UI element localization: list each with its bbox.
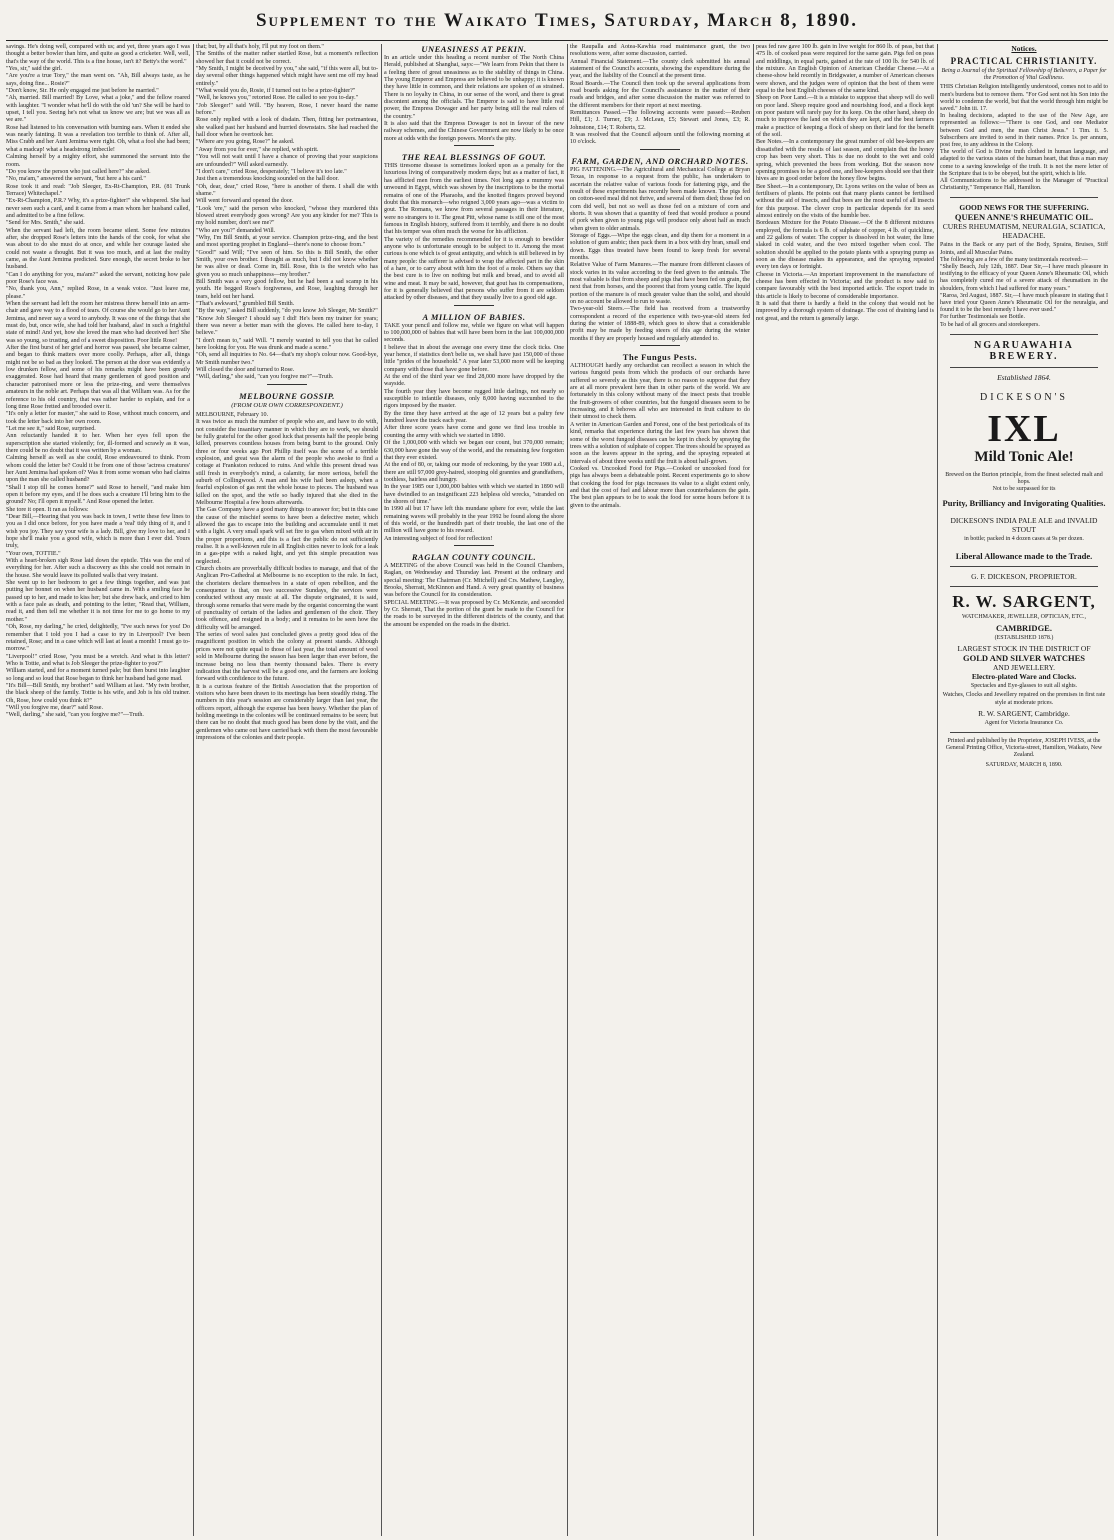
- section-rule: [640, 345, 680, 346]
- article-paragraph: Sheep on Poor Land.—It is a mistake to suppose that sheep will do well on poor land. Sheep require good and nourishing food, and a flock kept on poor pasture will rarely pay for its keep. On the other hand, sheep do much to improve the land on which they are kept, and the best farmers make a practice of keeping a flock of sheep on their land for the benefit of the soil.: [756, 95, 936, 139]
- article-paragraph: In an article under this heading a recent number of The North China Herald, published at Shanghai, says:—"We learn from Pekin that there is a feeling there of great uneasiness as to the stability of things in China. The young Emperor and Empress are believed to be unhappy; it is known they have little in common, and their relations are spoken of as strained. There is no loyalty in China, in our sense of the word, and there is great discontent among the officials. The Emperor is said to have little real power, the Empress Dowager and her party being still the real rulers of the country.": [384, 55, 566, 120]
- article-paragraph: It is said that there is hardly a field in the colony that would not be improved by a thorough system of drainage. The cost of draining land is not great, and the return is generally large.: [756, 301, 936, 322]
- column-5: [756, 44, 934, 1536]
- ad-divider: [950, 566, 1098, 567]
- article-paragraph: It is a curious feature of the British Association that the proportion of visitors who have been drawn to its meetings has been steadily rising. The numbers in this year's session are considerably larger than last year, the officers report, although the expense has been heavy. Whether the plan of holding meetings in the colonies will be continued remains to be seen; but there can be no doubt that much good has been done by the visit, and the gentlemen who came out have carried back with them the most favourable impressions of the colonies and their people.: [196, 683, 380, 741]
- ad-claim: GOLD AND SILVER WATCHES: [963, 653, 1085, 664]
- article-paragraph: Cooked vs. Uncooked Food for Pigs.—Cooked or uncooked food for pigs has always been a debateable point. Recent experiments go to show that cooking the food for pigs increases its value to a slight extent only, and that the cost of fuel and labour more than counterbalances the gain. The best plan appears to be to soak the food for some hours before it is given to the animals.: [570, 465, 752, 509]
- article-paragraph: In the year 1985 our 1,000,000 babies with which we started in 1890 will have dwindled to an insignificant 223 helpless old wrecks, "stranded on the shores of time." In 1990 all but 17 have left this mundane sphere for ever, while the last remaining waves will probably in the year 1992 be found along the shore of this world, or the hundredth part of their trouble, the last one of the million will have gone to his reward. An interesting subject of food for reflection!: [384, 484, 564, 542]
- ad-divider: [950, 732, 1098, 733]
- article-paragraph: The Gas Company have a good many things to answer for; but in this case the cause of the mischief seems to have been a defective meter, which allowed the gas to escape into the building and accumulate until it met with a light. A very small spark will set fire to gas when mixed with air in the proper proportions, and this is a fact the public do not sufficiently realise. It is a well-known rule in all English cities never to look for a leak in a gas-pipe with a naked light, and yet this simple precaution was neglected.: [196, 507, 380, 565]
- story-paragraph: Rose had listened to his conversation with burning ears. When it ended she was nearly fainting. It was a revelation too terrible to think of. After all, Miss Crabb and her Aunt Jemima were right. Oh, what a fool she had been; what a madcap! what a headstrong imbecile! Calming herself by a mighty effort, she summoned the servant into the room. "Do you know the person who just called here?" she asked. "No, ma'am," answered the servant, "but here a his card." Rose took it and read: "Job Sleeger, Ex-Rt-Champion, P.R. (81 Trunk Terrace) Whitechapel.": [6, 124, 190, 197]
- ad-body: THIS Christian Religion intelligently understood, comes not to add to men's burdens but to remove them. "For God sent not his Son into the world to condemn the world, but that the world through him might be saved." John iii. 17. In healing decisions, adapted to the use of the New Age, are represented as follows:—"There is one God, and one Mediator between God and men, the man Christ Jesus." 1 Tim. ii. 5. Subscribers are invited to send in their names. Price 1s. per annum, post free, to any address in the Colony. The world of God is Divine truth clothed in human language, and adapted to the various states of the human heart, that thus a man may come to a saving knowledge of the truth. It is not the mere letter of the Scripture that is to be obeyed, but the spirit, which is life. All Communications to be addressed to the Manager of "Practical Christianity," Temperance Hall, Hamilton.: [940, 84, 1108, 192]
- ad-title: NGARUAWAHIA BREWERY.: [974, 339, 1074, 362]
- section-rule: [454, 305, 494, 306]
- article-paragraph: The variety of the remedies recommended for it is enough to bewilder anyone who is unfortunate enough to be subject to it. Among the most curious is one which is of great antiquity, and which is still believed in by many people: the sufferer is advised to wrap the affected part in the skin of a hare, or to carry about with him the foot of a mole. Others say that the best cure is to live on nothing but milk and bread, and to avoid all wine and meat. It may be said, however, that gout has its compensations, for it is generally believed that persons who suffer from it are seldom attacked by other diseases, and that they usually live to a good old age.: [384, 236, 566, 302]
- article-paragraph: Storage of Eggs.—Wipe the eggs clean, and dip them for a moment in a solution of gum arabic; then pack them in a box with dry bran, small end down. Eggs thus treated have been found to keep fresh for several months.: [570, 232, 752, 261]
- ad-body: Brewed on the Burton principle, from the finest selected malt and hops. Not to be surpassed for its: [945, 471, 1103, 493]
- imprint-date: SATURDAY, MARCH 8, 1890.: [985, 761, 1063, 768]
- story-paragraph: After the first burst of her grief and horror was passed, she became calmer, and began to think matters over more coolly. Perhaps, after all, things might not be so bad as they looked. The person at the door was evidently a low drunken fellow, and some of his remarks might have been greatly exaggerated. Rose had heard that many gentlemen of good position and character patronised more or less the prize-ring, and were themselves amateurs in the noble art. Perhaps that was all that William was. As for the reference to his old country, that was rather harder to explain, and for a long time Rose fretted and brooded over it.: [6, 345, 192, 410]
- story-paragraph: With a heart-broken sigh Rose laid down the epistle. This was the end of everything for her. After such a discovery as this she could not remain in the house. She would leave its polluted walls that very instant. She went up to her bedroom to get a few things together, and was just putting her bonnet on when her husband came in. With a smiling face he passed up to her, and made to kiss her; but she drew back, and cried to him with a face pale as death, and pointing to the letter, "Read that, William, read it, and then tell me whether it is not time for me to go home to my mother.": [6, 558, 190, 623]
- column-6-advertisements: [940, 44, 1108, 1536]
- story-paragraph: "Shall I stop till he comes home?" said Rose to herself, "and make him open it before my eyes, and if he does such a creature I'll bring him to the ground? No; I'll open it myself." And Rose opened the letter. She tore it open. It ran as follows: "Dear Bill,—Hearing that you was back in town, I write these few lines to you as I did once before, for you have made a 'real' tidy thing of it, and I wish you joy. They say your wife is a lady. Bill, give my love to her, and I hope she'll make you a good wife, which is more than I ever did. Yours truly, "Your own, TOTTIE.": [6, 484, 190, 557]
- column-2: [196, 44, 378, 1536]
- ad-brand: DICKESON'S: [980, 391, 1068, 403]
- section-rule: [454, 145, 494, 146]
- article-paragraph: the Raupalla and Aotea-Kawhia road maintenance grant, the two resolutions were, after some discussion, carried. Annual Financial Statement.—The county clerk submitted his annual statement of the Council's accounts, showing the expenditure during the year, and the liability of the Council at the present time. Road Boards.—The Council then took up the several applications from road boards asking for the Council's assistance in the matter of their roads and bridges, and after some discussion the matter was referred to the different members for their report at next meeting.: [570, 44, 750, 109]
- story-paragraph: that; but, by all that's holy, I'll put my foot on them." The Smiths of the matter rather startled Rose, but a moment's reflection showed her that it could not be correct. "My Smith, I might be deceived by you," she said, "if this were all, but to-day several other things happened which might have sent me off my head entirely." "What would you do, Rosie, if I turned out to be a prize-fighter?" "Well, he knows you," retorted Rose. He called to see you to-day." "Job Sleeger!" said Will. "By heaven, Rose, I never heard the name before." Rose only replied with a look of disdain. Then, fitting her portmanteau, she walked past her husband and hurried downstairs. She had reached the hall door when he overtook her.: [196, 44, 378, 139]
- ad-divider: [950, 334, 1098, 335]
- ad-divider: [950, 197, 1098, 198]
- article-paragraph: ALTHOUGH hardly any orchardist can recollect a season in which the various fungoid pests from which the products of our orchards have suffered so severely as this year, there is no reason to suppose that they are at all more prevalent here than in other parts of the world. We are fortunately in this colony without many of the insect pests that trouble the fruit-growers of other countries, but the fungoid diseases seem to be increasing, and it behoves all who are interested in fruit culture to do their utmost to check them.: [570, 363, 752, 421]
- article-paragraph: MELBOURNE, February 10. It was twice as much the number of people who are, and have to do with, not consider the insanitary manner in which they are to work, we should be fully grateful for the other good luck that presents half the people being killed, preserves countless houses from being burnt to the ground. Only three or four weeks ago Port Phillip itself was the scene of a terrible explosion, and great was the alarm of the people who awoke to find a cottage at Frankston reduced to ruins. And while this present dread was still fresh in everybody's mind, a calamity, far more serious, befell the suburb of Collingwood. A man and his wife had been asleep, when a fearful explosion of gas rent the whole house to pieces. The husband was killed on the spot, and the wife so badly injured that she died in the Melbourne Hospital a few hours afterwards.: [196, 411, 378, 506]
- ad-product-line: DICKESON'S INDIA PALE ALE and INVALID STOUT: [950, 515, 1098, 534]
- section-rule: [267, 384, 307, 385]
- ad-claim: Purity, Brilliancy and Invigorating Qualities.: [942, 497, 1106, 508]
- story-paragraph: "Can I do anything for you, ma'am?" asked the servant, noticing how pale poor Rose's face was. "No, thank you, Ann," replied Rose, in a weak voice. "Just leave me, please." When the servant had left the room her mistress threw herself into an arm-chair and gave way to a flood of tears. Of course she would go to her Aunt Jemima, and never say a word to anybody. It was one of the things that she must do, but, once wife, she had told her husband, alas! in such a frightful state of mind! And yet, how she loved the man who had deceived her! She was so young, so trusting, and of a sweet disposition. Poor little Rose!: [6, 271, 190, 344]
- ad-body: Watches, Clocks and Jewellery repaired on the premises in first rate style at moderate prices.: [942, 692, 1107, 706]
- ad-body: Electro-plated Ware and Clocks.: [971, 672, 1077, 682]
- article-paragraph: A MEETING of the above Council was held in the Council Chambers, Raglan, on Wednesday and Thursday last. Present at the ordinary and special meeting: The Chairman (Cr. Mitchell) and Crs. Mathew, Langley, Brooks, Sherratt, McKinnon and Hand. A very great quantity of business was before the Council for its consideration. SPECIAL MEETING.—It was proposed by Cr. McKenzie, and seconded by Cr. Sherratt, That the portion of the grant be made to the Council for the roads to be surveyed in the different districts of the county, and that the amount be expended on the roads in the district.: [384, 562, 564, 628]
- section-heading: FARM, GARDEN, AND ORCHARD NOTES.: [571, 155, 749, 166]
- ad-subtitle: Being a Journal of the Spiritual Fellowship of Believers, a Paper for the Promotion of Vital Godliness.: [941, 68, 1108, 82]
- ad-established: Established 1864.: [997, 372, 1051, 382]
- article-paragraph: Relative Value of Farm Manures.—The manure from different classes of stock varies in its value according to the feed given to the animals. The most valuable is that from sheep and pigs that have been fed on grain, the next that from horses, and the poorest that from young cattle. The liquid portion of the manure is of much greater value than the solid, and should on no account be allowed to run to waste.: [570, 262, 752, 305]
- story-paragraph: "Oh, Rose, my darling," he cried, delightedly, "I've such news for you! Do remember that I told you I had a case to try in Liverpool? I've been retained, Rose; and in a case which will last at least a month! I must go to-morrow." "Liverpool!" cried Rose, "you must be a wretch. And what is this letter? Who is Tottie, and what is Job Sleeger the prize-fighter to you?" William started, and for a moment turned pale; but then burst into laughter so long and so loud that Rose began to think her husband had gone mad. "It's Bill—Bill Smith, my brother!" said William at last. "My twin brother, the black sheep of the family. Tottie is his wife, and Job is his old trainer. Oh, Rose, how could you think it?" "Will you forgive me, dear?" said Rose. "Well, darling," she said, "can you forgive me?"—Truth.: [6, 624, 190, 719]
- ad-divider: [950, 367, 1098, 368]
- article-paragraph: By the time they have arrived at the age of 12 years but a paltry few hundred leave the track each year. After three score years have come and gone we find less trouble in counting the army with which we started in 1890. Of the 1,000,000 with which we began our count, but 370,000 remain; 630,000 have gone the way of the world, and the remaining few forgotten that they ever existed. At the end of 80, or, taking our mode of reckoning, by the year 1980 a.d., there are still 97,000 grey-haired, stooping old grannies and grandfathers, toothless, hairless and hungry.: [384, 410, 564, 483]
- ad-product-name: Mild Tonic Ale!: [974, 448, 1074, 465]
- ad-body: AND JEWELLERY.: [993, 663, 1055, 673]
- ad-signature: R. W. SARGENT, Cambridge.: [978, 708, 1070, 718]
- ad-subtitle: WATCHMAKER, JEWELLER, OPTICIAN, ETC.,: [962, 613, 1086, 620]
- ad-established: (ESTABLISHED 1878.): [994, 634, 1054, 641]
- story-paragraph: savings. He's doing well, compared with us; and yet, three years ago I was thought a better bowler than him, and quite as good a cricketer. Well, well, that's the way of the world. This is a fine house, isn't it? Betty's the word." "Yes, sir," said the girl. "Are you're a true Tory," the man went on. "Ah, Bill always taste, as he says, doing fine... Rosie?" "Don't know, Sir. He only engaged me just before he married." "Ah, married. Bill married! By Love, what a joke," and the fellow roared with laughter. "I wonder what he'll do with the old 'un? She will be hard to upset, I tell you. Seeing he's not what us know we are; but we was all as we are.": [6, 44, 190, 124]
- section-heading: The Fungus Pests.: [622, 352, 698, 363]
- ad-body: Pains in the Back or any part of the Body, Sprains, Bruises, Stiff Joints, and all Muscular Pains. The following are a few of the many testimonials received:— "Shelly Beach, July 12th, 1887. Dear Sir,—I have much pleasure in testifying to the efficacy of your Queen Anne's Rheumatic Oil, which has completely cured me of a severe attack of rheumatism in the shoulders, from which I had suffered for many years." "Raroa, 3rd August, 1887. Sir,—I have much pleasure in stating that I have tried your Queen Anne's Rheumatic Oil for the neuralgia, and found it to be the best remedy I have ever used." For further Testimonials see Bottle. To be had of all grocers and storekeepers.: [940, 242, 1108, 328]
- ad-divider: [950, 586, 1098, 587]
- brewery-ad: [940, 340, 1108, 581]
- article-paragraph: The series of wool sales just concluded gives a pretty good idea of the magnificent position in which the colony at present stands. Although prices were not quite equal to those of last year, the total amount of wool sold in Melbourne during the season has been larger than ever before, the increase being no less than twenty thousand bales. There is every indication that the harvest will be a good one, and the farmers are looking forward with confidence to the future.: [196, 632, 380, 683]
- story-paragraph: "That's awkward," grumbled Bill Smith. "By the way," asked Bill suddenly, "do you know Job Sleeger, Mr Smith?" "Know Job Sleeger? I should say I did! He's been my trainer for years; there was never a better man with the gloves. He called here to-day, I believe." "I don't mean to," said Will. "I merely wanted to tell you that he called here looking for you. He was drunk and made a scene." "Oh, send all inquiries to No. 64—that's my shop's colour now. Good-bye, Mr Smith number two." Will closed the door and turned to Rose. "Will, darling," she said, "can you forgive me?"—Truth.: [196, 301, 378, 381]
- practical-christianity-ad: [940, 56, 1108, 192]
- ad-body: Agent for Victoria Insurance Co.: [984, 719, 1064, 726]
- queen-anne-oil-ad: [940, 203, 1108, 328]
- article-paragraph: Church choirs are proverbially difficult bodies to manage, and that of the Anglican Pro-Cathedral at Melbourne is no exception to the rule. In fact, the choristers declare themselves in a state of open rebellion, and the consequence is that, on two successive Sundays, the services were conducted without any music at all. The dispute originated, it is said, through some remarks that were made by the organist concerning the want of punctuality of certain of the ladies and gentlemen of the choir. They took offence, and resigned in a body; and it remains to be seen how the difficulty will be arranged.: [196, 566, 380, 631]
- article-paragraph: PIG FATTENING.—The Agricultural and Mechanical College at Bryan Texas, in response to a request from the public, has undertaken to ascertain the relative value of various foods for fattening pigs, and the result of these experiments has recently been made known. The pigs fed on cotton-seed meal did not thrive, and several of them died; those fed on corn did well, but not so well as those fed on a mixture of corn and shorts. It was shown that a quantity of feed that would produce a pound of pork when given to young pigs will produce only about half as much when given to older animals.: [570, 166, 752, 232]
- section-heading: MELBOURNE GOSSIP.: [239, 390, 335, 401]
- masthead-rule: [6, 40, 1108, 41]
- article-paragraph: Bee Sheet.—In a contemporary, Dr. Lyons writes on the value of bees as fertilisers of plants. He points out that many plants cannot be fertilised without the aid of insects, and that bees are the most useful of all insects for this purpose. The clover crop in particular depends for its seed almost entirely on the visits of the humble bee.: [756, 183, 936, 219]
- ad-body: LARGEST STOCK IN THE DISTRICT OF: [957, 644, 1091, 654]
- section-subheading: (FROM OUR OWN CORRESPONDENT.): [231, 401, 343, 409]
- article-paragraph: Cheese in Victoria.—An important improvement in the manufacture of cheese has been effected in Victoria; and the product is now said to compare favourably with the best imported article. The export trade in this article is likely to become of considerable importance.: [756, 271, 936, 300]
- ad-product-mark: IXL: [987, 407, 1061, 450]
- sargent-ad: [940, 592, 1108, 727]
- section-rule: [454, 545, 494, 546]
- column-4: [570, 44, 750, 1536]
- article-paragraph: Two-year-old Steers.—The field has received from a trustworthy correspondent a record of the experience with two-year-old steers fed during the winter of 1888-89, which goes to show that a considerable profit may be made by feeding steers of this age during the winter months if they are properly housed and regularly attended to.: [570, 306, 752, 342]
- article-paragraph: A writer in American Garden and Forest, one of the best periodicals of its kind, remarks that experience during the last few years has shown that some of the worst fungoid diseases can be kept in check by spraying the trees with a solution of sulphate of copper. The trees should be sprayed as soon as the leaves appear in the spring, and the spraying repeated at intervals of about three weeks until the fruit is about half-grown.: [570, 421, 752, 465]
- article-paragraph: Bordeaux Mixture for the Potato Disease.—Of the 8 different mixtures employed, the formula is 6 lb. of sulphate of copper, 4 lb. of quicklime, and 22 gallons of water. The copper is dissolved in hot water, the lime slaked in cold water, and the two mixed together when cool. The solution should be applied to the potato plants with a spraying pump as soon as the disease makes its appearance, and the spraying repeated every ten days or fortnight.: [756, 220, 936, 271]
- article-paragraph: Remittances Passed.—The following accounts were passed:—Reuben Hill, £1; J. Turner, £9; J. McLean, £5; Stewart and Jones, £3; R. Johnstone, £14; T. Roberts, £2. It was resolved that the Council adjourn until the following morning at 10 o'clock.: [570, 110, 750, 146]
- column-3: [384, 44, 564, 1536]
- ad-subtitle: CURES RHEUMATISM, NEURALGIA, SCIATICA, HEADACHE.: [942, 222, 1106, 241]
- section-heading: RAGLAN COUNTY COUNCIL.: [411, 551, 537, 562]
- ad-claim: Liberal Allowance made to the Trade.: [955, 550, 1093, 561]
- section-rule: [640, 149, 680, 150]
- ad-product-name: QUEEN ANNE'S RHEUMATIC OIL.: [954, 212, 1094, 223]
- article-paragraph: It is also said that the Empress Dowager is not in favour of the new railway schemes, and the Chinese Government are now likely to be once more at odds with the foreign powers. More's the pity.: [384, 121, 566, 142]
- article-paragraph: peas fed raw gave 100 lb. gain in live weight for 860 lb. of peas, but that 475 lb. of cooked peas were required for the same gain. Pigs fed on peas and middlings, in equal parts, gained at the rate of 100 lb. for 540 lb. of the mixture. An English Opinion of American Cheddar Cheese.—At a cheese-show held recently in Bridgwater, a number of American cheeses were shown, and the judges were of opinion that the best of them were equal to the best English cheeses of the same kind.: [756, 44, 936, 95]
- ad-title: PRACTICAL CHRISTIANITY.: [950, 56, 1098, 66]
- ad-body: in bottle; packed in 4 dozen cases at 9s per dozen.: [964, 535, 1084, 542]
- story-paragraph: "It's only a letter for master," she said to Rose, without much concern, and took the letter back into her own room. "Let me see it," said Rose, surprised. Ann reluctantly handed it to her. When her eyes fell upon the superscription she started violently; for, ill-formed and scrawly as it was, there could be no doubt that it was written by a woman. Calming herself as well as she could, Rose endeavoured to think. From whom could the letter be? Could it be from one of those 'actress creatures' her Aunt Jemima had spoken of? Was it from some woman who had claims upon the man she called husband?: [6, 411, 190, 484]
- notices-heading: Notices.: [1011, 44, 1037, 53]
- article-paragraph: THIS tiresome disease is sometimes looked upon as a penalty for the luxurious living of comparatively modern days; but as a matter of fact, it has afflicted men from the earliest times. Not long ago a mummy was unwound in Egypt, which was shown by the inscriptions to be the mortal remains of one of the Pharaohs, and the knotted fingers proved beyond doubt that this monarch—who reigned 3,000 years ago—was a victim to gout. The Romans, we know from several passages in their literature, were no strangers to it. The great Pitt, whose name is still one of the most famous in English history, suffered from it terribly, and there is no doubt that his temper was often much the worse for his affliction.: [384, 163, 566, 236]
- ad-title: GOOD NEWS FOR THE SUFFERING.: [959, 203, 1089, 213]
- ad-proprietor: G. F. DICKESON, PROPRIETOR.: [971, 571, 1077, 581]
- story-paragraph: "Who are you?" demanded Will. "Why, I'm Bill Smith, at your service. Champion prize-ring, and the best and most sporting prophet in England—there's none to choose from." "Good!" said Will; "I've seen of him. So this is Bill Smith, the other Smith, your own brother. I thought as much, but I did not know whether he was alive or dead. Come in, Bill. Rose, this is the wretch who has given you so much unhappiness—my brother." Bill Smith was a very good fellow, but he had been a sad scamp in his youth. He begged Rose's forgiveness, and Rose, laughing through her tears, held out her hand.: [196, 227, 378, 300]
- section-heading: UNEASINESS AT PEKIN.: [421, 44, 527, 54]
- column-1: [6, 44, 190, 1536]
- story-paragraph: "Where are you going, Rose?" he asked. "Away from you for ever," she replied, with spirit. "You will not wait until I have a chance of proving that your suspicions are unfounded?" Will asked earnestly. "I don't care," cried Rose, desperately; "I believe it's too late." Just then a tremendous knocking sounded on the hall door. "Oh, dear, dear," cried Rose, "here is another of them. I shall die with shame." Will went forward and opened the door. "Look 'ere," said the person who knocked, "whose they murdered this blowed street everybody goes wrong? Are you any kinder for me? This is my hold number, don't see me?": [196, 139, 378, 227]
- article-paragraph: TAKE your pencil and follow me, while we figure on what will happen to 100,000,000 of babies that will have been born in the last 100,000,000 seconds. I believe that in about the average one every time the clock ticks. One year hence, if statistics don't belie us, we shall have just 150,000 of those little "prides of the household." A year later 53,000 more will be keeping company with those that have gone before. At the end of the third year we find 28,000 more have dropped by the wayside. The fourth year they have become rugged little darlings, not nearly so susceptible to infantile diseases, only 8,000 having succumbed to the rigors imposed by the master.: [384, 322, 564, 410]
- imprint: Printed and published by the Proprietor, JOSEPH IVESS, at the General Printing Office, Victoria-street, Hamilton, Waikato, New Zealand.: [945, 737, 1104, 759]
- ad-body: Spectacles and Eye-glasses to suit all sights.: [970, 683, 1078, 690]
- article-paragraph: Bee Notes.—In a contemporary the great number of old bee-keepers are dissatisfied with the results of last season, and complain that the honey crop has been very short. This is due no doubt to the wet and cold spring, which prevented the bees from working. But the season now opening promises to be a good one, and bee-keepers should see that their hives are in good order before the honey flow begins.: [756, 139, 936, 183]
- story-paragraph: "Ex-Rt-Champion, P.R.? Why, it's a prize-fighter!" she whispered. She had never seen such a card, and it came from a man whom her husband called, and admitted to be a fine fellow. "Send for Mrs. Smith," she said. When the servant had left, the room became silent. Some few minutes after, she dropped Rose's letters into the hands of the cook, for what she was about to do she must do at once, and while her courage lasted she could not waste a thought. But it was too much, and at last the reality came, as the Aunt Jemima predicted. Sure enough, the secret broke to her husband.: [6, 198, 190, 271]
- ad-title: R. W. SARGENT,: [952, 591, 1096, 611]
- masthead: [0, 10, 1114, 32]
- section-heading: THE REAL BLESSINGS OF GOUT.: [401, 152, 547, 163]
- section-heading: A MILLION OF BABIES.: [422, 311, 526, 322]
- ad-location: CAMBRIDGE.: [996, 622, 1052, 633]
- page-title: Supplement to the Waikato Times, Saturday, March 8, 1890.: [255, 10, 859, 31]
- columns: [6, 44, 1108, 1536]
